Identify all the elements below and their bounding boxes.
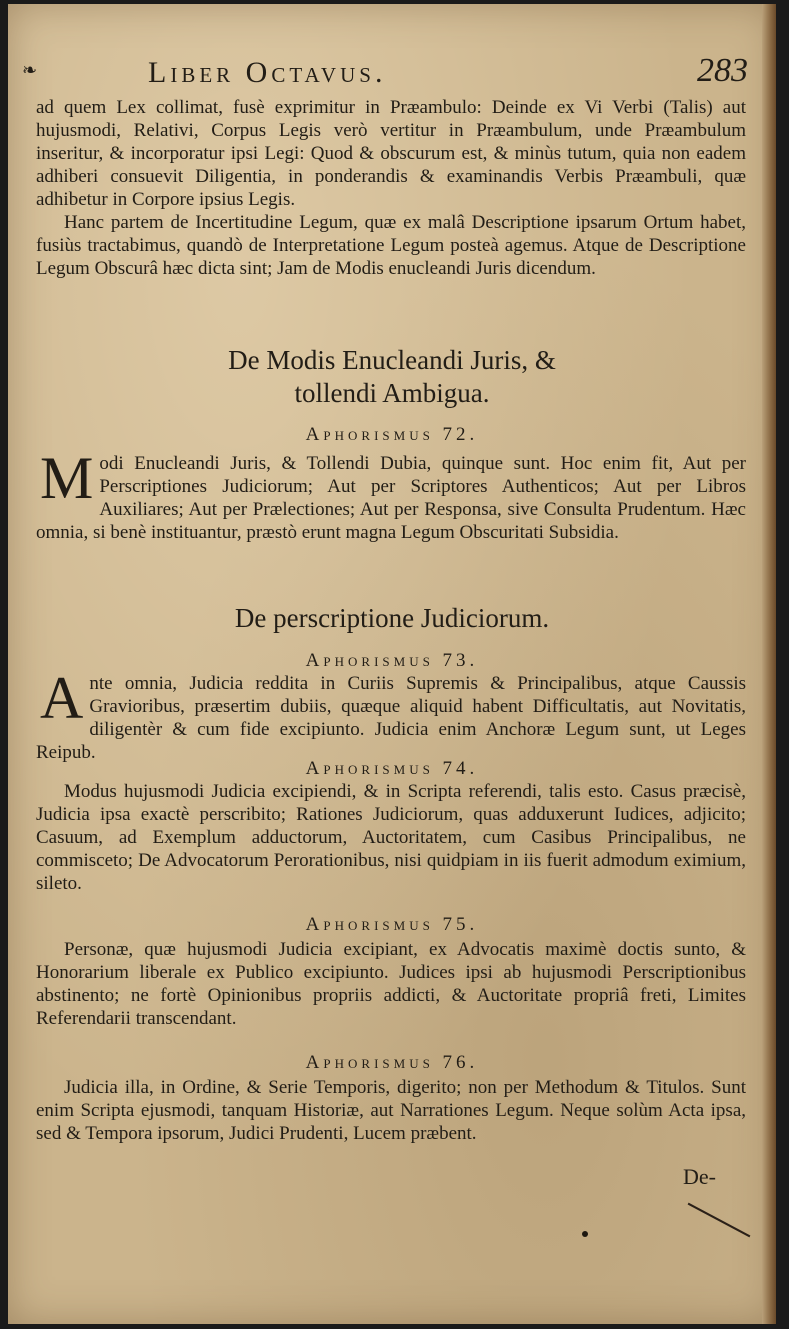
- running-head: Liber Octavus.: [148, 56, 387, 89]
- book-page: [8, 4, 776, 1324]
- aphorism-75-label: Aphorismus 75.: [305, 914, 479, 935]
- aphorism-72-label: Aphorismus 72.: [305, 424, 479, 445]
- aphorism-76-body: Judicia illa, in Ordine, & Serie Temporis, digerito; non per Methodum & Titulos. Sunt enim Scripta ejusmodi, tanquam Historiæ, aut Narrationes Legum. Neque solùm Acta ipsa, sed & Tempora ipsorum, Judici Prudenti, Lucem præbent.: [36, 1077, 746, 1144]
- aphorism-74-body: Modus hujusmodi Judicia excipiendi, & in Scripta referendi, talis esto. Casus præcisè, Judicia ipsa exactè perscribito; Rationes Judiciorum, quas adduxerunt Iudices, adjicito; Casuum, ad Exemplum adductorum, Auctoritatem, cum Casibus Principalibus, ne commisceto; De Advocatorum Perorationibus, nisi quidpiam in iis fuerit admodum eximium, sileto.: [36, 781, 746, 894]
- aphorism-74-label: Aphorismus 74.: [305, 758, 479, 779]
- margin-mark-icon: ❧: [22, 60, 38, 80]
- ink-stroke: [688, 1203, 751, 1238]
- drop-cap-a: A: [40, 665, 84, 731]
- aphorism-72-text: [36, 445, 746, 544]
- aphorism-73-label: Aphorismus 73.: [305, 650, 479, 671]
- intro-text: [36, 96, 746, 280]
- aphorism-75-text: [36, 938, 746, 1030]
- aphorism-76-label: Aphorismus 76.: [305, 1052, 479, 1073]
- aphorism-72-body: odi Enucleandi Juris, & Tollendi Dubia, quinque sunt. Hoc enim fit, Aut per Perscriptiones Judiciorum; Aut per Scriptores Authenticos; Aut per Libros Auxiliares; Aut per Prælectiones; Aut per Responsa, sive Consulta Prudentum. Hæc omnia, si benè instituantur, præstò erunt magna Legum Obscuritati Subsidia.: [36, 453, 746, 543]
- ink-spot: [582, 1231, 588, 1237]
- section-heading-perscriptione: De perscriptione Judiciorum.: [234, 603, 550, 633]
- drop-cap-m: M: [40, 445, 94, 511]
- section-heading-modis: [8, 344, 776, 410]
- aphorism-73-text: [36, 665, 746, 764]
- paragraph-2: Hanc partem de Incertitudine Legum, quæ ex malâ Descriptione ipsarum Ortum habet, fusiùs tractabimus, quandò de Interpretatione Legum posteà agemus. Atque de Descriptione Legum Obscurâ hæc dicta sint; Jam de Modis enucleandi Juris dicendum.: [36, 212, 746, 279]
- heading-line-2: tollendi Ambigua.: [294, 378, 490, 408]
- page-number: 283: [697, 52, 748, 89]
- aphorism-76-text: [36, 1076, 746, 1145]
- aphorism-74-text: [36, 780, 746, 895]
- aphorism-73-body: nte omnia, Judicia reddita in Curiis Supremis & Principalibus, atque Caussis Gravioribus, præsertim dubiis, quæque aliquid habent Difficultatis, aut Novitatis, diligentèr & cum fide excipiunto. Judicia enim Anchoræ Legum sunt, ut Leges Reipub.: [36, 673, 746, 763]
- heading-line-1: De Modis Enucleandi Juris, &: [228, 345, 556, 375]
- aphorism-75-body: Personæ, quæ hujusmodi Judicia excipiant, ex Advocatis maximè doctis sunto, & Honorarium liberale ex Publico excipiunto. Judices ipsi ab hujusmodi Perscriptionibus abstinento; ne fortè Opinionibus propriis addicti, & Auctoritate propriâ freti, Limites Referendarii transcendant.: [36, 939, 746, 1029]
- catchword: De-: [683, 1164, 716, 1189]
- paragraph-1: ad quem Lex collimat, fusè exprimitur in Præambulo: Deinde ex Vi Verbi (Talis) aut hujusmodi, Relativi, Corpus Legis verò vertitur in Præambulum, unde Præambulum inseritur, & incorporatur ipsi Legi: Quod & obscurum est, & minùs tutum, quia non eadem adhiberi consuevit Diligentia, in ponderandis & examinandis Verbis Præambuli, quæ adhibetur in Corpore ipsius Legis.: [36, 97, 746, 210]
